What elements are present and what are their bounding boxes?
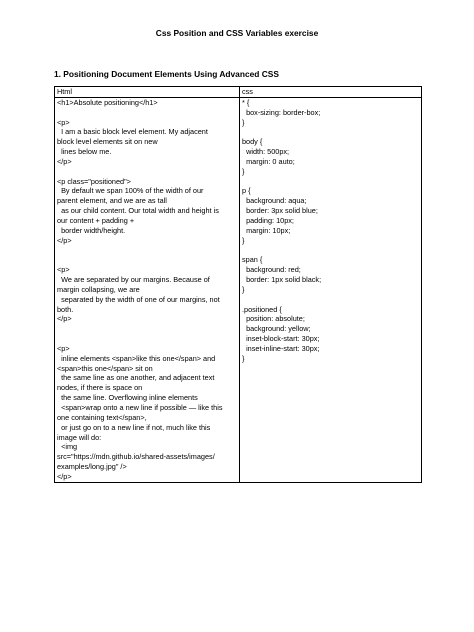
html-code-cell [55,97,240,482]
table-row [55,97,422,482]
document-title: Css Position and CSS Variables exercise [155,28,319,38]
css-column-header: css [240,87,422,98]
css-code-cell [240,97,422,482]
html-column-header: Html [55,87,240,98]
css-code: * { box-sizing: border-box; } body { width: 500px; margin: 0 auto; } p { background: aqua; border: 3px solid blue; padding: 10px; margin: 10px; } span { background: red; border: 1px solid black; } .positioned { position: absolute; background: yellow; inset-block-start: 30px; inset-inline-start: 30px; } [242,97,322,363]
section-heading: 1. Positioning Document Elements Using Advanced CSS [54,69,279,79]
table-header-row [55,87,422,98]
code-comparison-table [54,86,422,483]
html-code: <h1>Absolute positioning</h1> <p> I am a basic block level element. My adjacent block level elements sit on new lines below me. </p> <p class="positioned"> By default we span 100% of the width of our parent element, and we are as tall as our child content. Our total width and height is our content + padding + border width/height. </p> <p> We are separated by our margins. Because of margin collapsing, we are separated by the width of one of our margins, not both. </p> <p> inline elements <span>like this one</span> and <span>this one</span> sit on the same line as one another, and adjacent text nodes, if there is space on the same line. Overflowing inline elements <span>wrap onto a new line if possible — like this one containing text</span>, or just go on to a new line if not, much like this image will do: <img src="https://mdn.github.io/shared-assets/images/ examples/long.jpg" /> </p> [57,97,223,481]
